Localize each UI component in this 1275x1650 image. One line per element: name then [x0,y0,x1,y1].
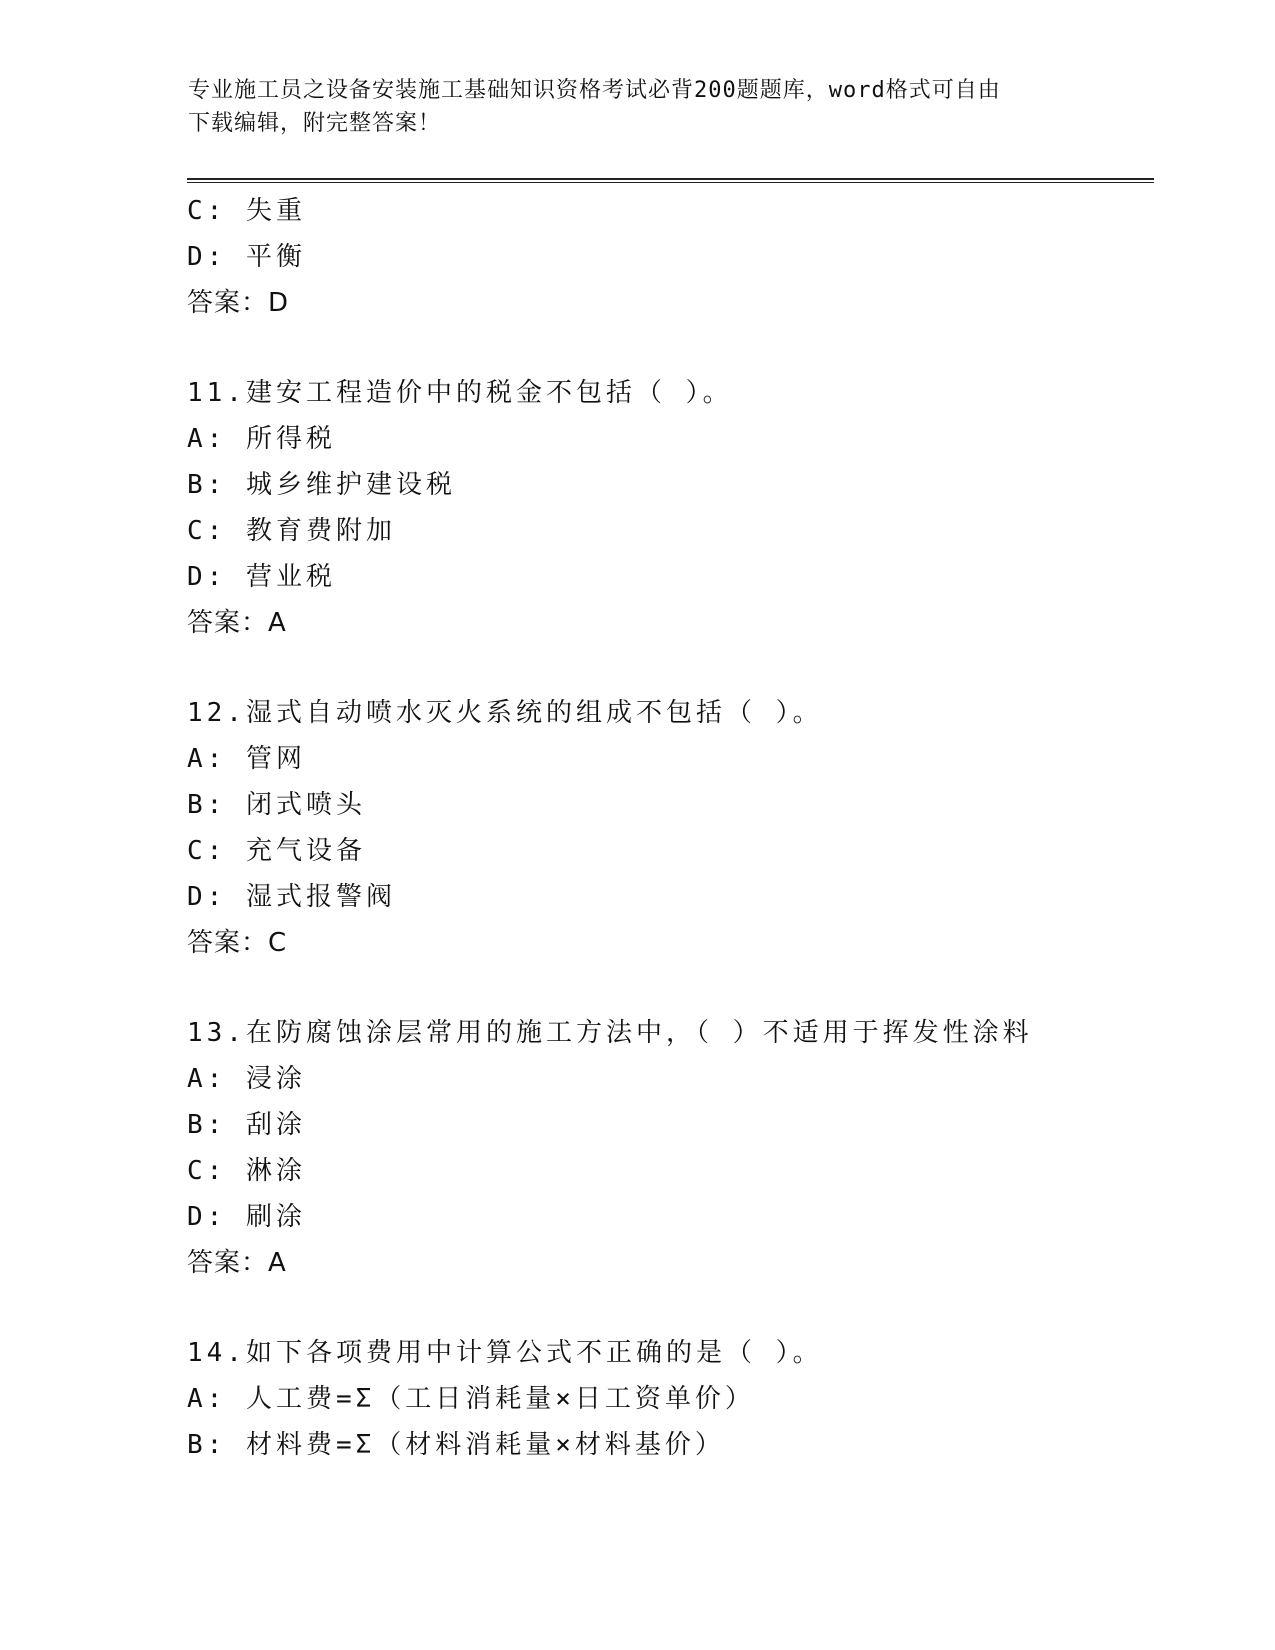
answer-line: 答案：A [187,1248,287,1278]
option-d: D: 湿式报警阀 [187,882,396,912]
question-12 [187,690,1147,966]
spacer [187,646,1147,690]
option-b: B: 闭式喷头 [187,790,366,820]
question-list [187,188,1147,1468]
option-b: B: 材料费=Σ（材料消耗量×材料基价） [187,1430,725,1460]
spacer [187,966,1147,1010]
question-13 [187,1010,1147,1286]
page-header [188,74,1088,140]
question-10-tail [187,188,1147,326]
option-d: D: 营业税 [187,562,336,592]
question-11 [187,370,1147,646]
option-b: B: 城乡维护建设税 [187,470,456,500]
option-c: C: 教育费附加 [187,516,396,546]
question-stem: 12.湿式自动喷水灭火系统的组成不包括（ ）。 [187,698,823,728]
spacer [187,1286,1147,1330]
option-a: A: 浸涂 [187,1064,306,1094]
question-stem: 13.在防腐蚀涂层常用的施工方法中，（ ）不适用于挥发性涂料 [187,1018,1033,1048]
question-stem: 11.建安工程造价中的税金不包括（ ）。 [187,378,733,408]
question-stem: 14.如下各项费用中计算公式不正确的是（ ）。 [187,1338,823,1368]
option-b: B: 刮涂 [187,1110,306,1140]
header-line-2: 下载编辑，附完整答案！ [188,111,442,136]
answer-line: 答案：A [187,608,287,638]
header-line-1: 专业施工员之设备安装施工基础知识资格考试必背200题题库，word格式可自由 [188,78,1001,103]
spacer [187,326,1147,370]
option-a: A: 所得税 [187,424,336,454]
option-a: A: 人工费=Σ（工日消耗量×日工资单价） [187,1384,755,1414]
question-14 [187,1330,1147,1468]
option-c: C: 淋涂 [187,1156,306,1186]
option-d: D: 刷涂 [187,1202,306,1232]
header-divider [187,178,1154,183]
option-d: D: 平衡 [187,242,306,272]
option-c: C: 失重 [187,196,306,226]
option-c: C: 充气设备 [187,836,366,866]
answer-line: 答案：D [187,288,290,318]
option-a: A: 管网 [187,744,306,774]
answer-line: 答案：C [187,928,288,958]
